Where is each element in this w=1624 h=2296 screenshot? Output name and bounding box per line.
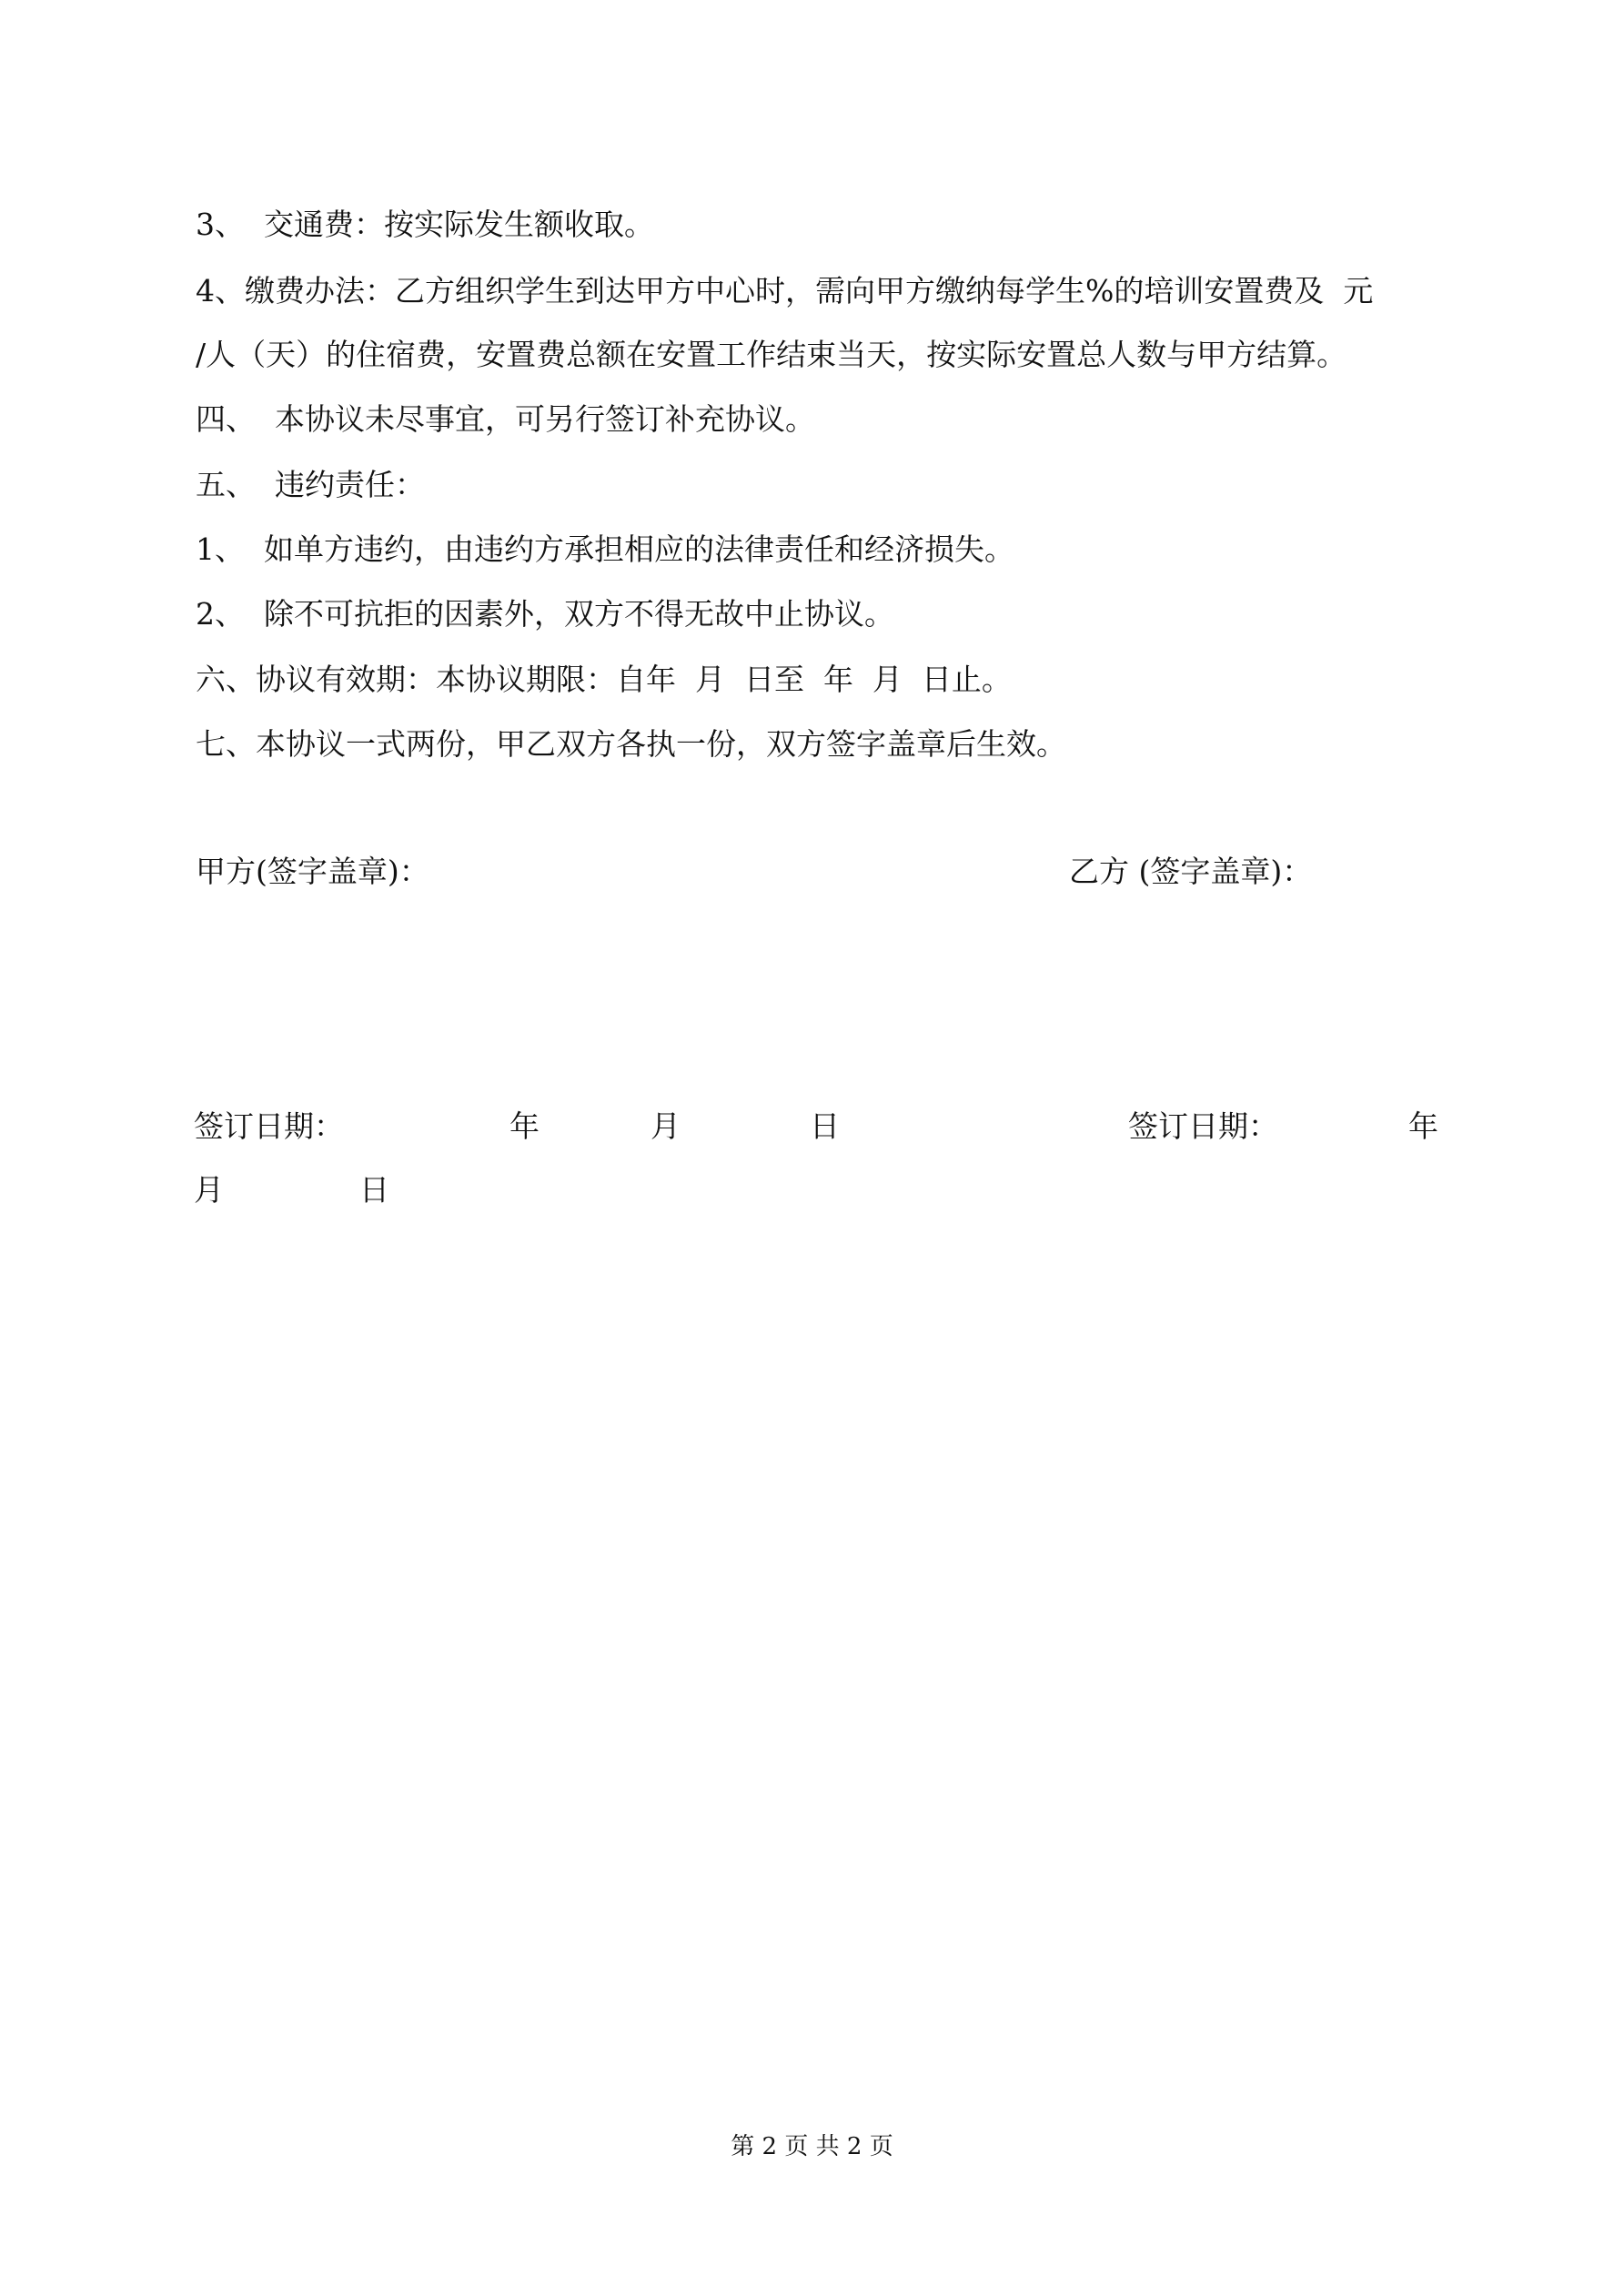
signing-date-label-a: 签订日期： <box>194 1108 344 1144</box>
clause-payment-method: 4、缴费办法：乙方组织学生到达甲方中心时，需向甲方缴纳每学生%的培训安置费及 元 <box>196 273 1374 308</box>
signing-date-month-a: 月 <box>651 1108 681 1144</box>
clause-seven: 七、本协议一式两份，甲乙双方各执一份，双方签字盖章后生效。 <box>196 726 1066 762</box>
clause-transport-fee: 3、 交通费：按实际发生额收取。 <box>196 207 654 242</box>
signing-date-year-b: 年 <box>1408 1108 1438 1144</box>
page-number-footer: 第 2 页 共 2 页 <box>731 2133 893 2160</box>
signing-date-label-b: 签订日期： <box>1128 1108 1278 1144</box>
signing-date-day-a: 日 <box>810 1108 840 1144</box>
clause-five-item-2: 2、 除不可抗拒的因素外，双方不得无故中止协议。 <box>196 596 894 632</box>
signing-date-month-b: 月 <box>194 1172 224 1208</box>
party-b-signature-label: 乙方 (签字盖章)： <box>1069 854 1313 889</box>
party-a-signature-label: 甲方(签字盖章)： <box>196 854 429 889</box>
clause-four: 四、 本协议未尽事宜，可另行签订补充协议。 <box>196 401 815 437</box>
clause-five-heading: 五、 违约责任： <box>196 467 425 502</box>
clause-six: 六、协议有效期：本协议期限：自年 月 日至 年 月 日止。 <box>196 662 1012 697</box>
signing-date-day-b: 日 <box>359 1172 389 1208</box>
clause-payment-method-cont: /人（天）的住宿费，安置费总额在安置工作结束当天，按实际安置总人数与甲方结算。 <box>196 337 1347 372</box>
clause-five-item-1: 1、 如单方违约，由违约方承担相应的法律责任和经济损失。 <box>196 531 1014 567</box>
signing-date-year-a: 年 <box>509 1108 540 1144</box>
